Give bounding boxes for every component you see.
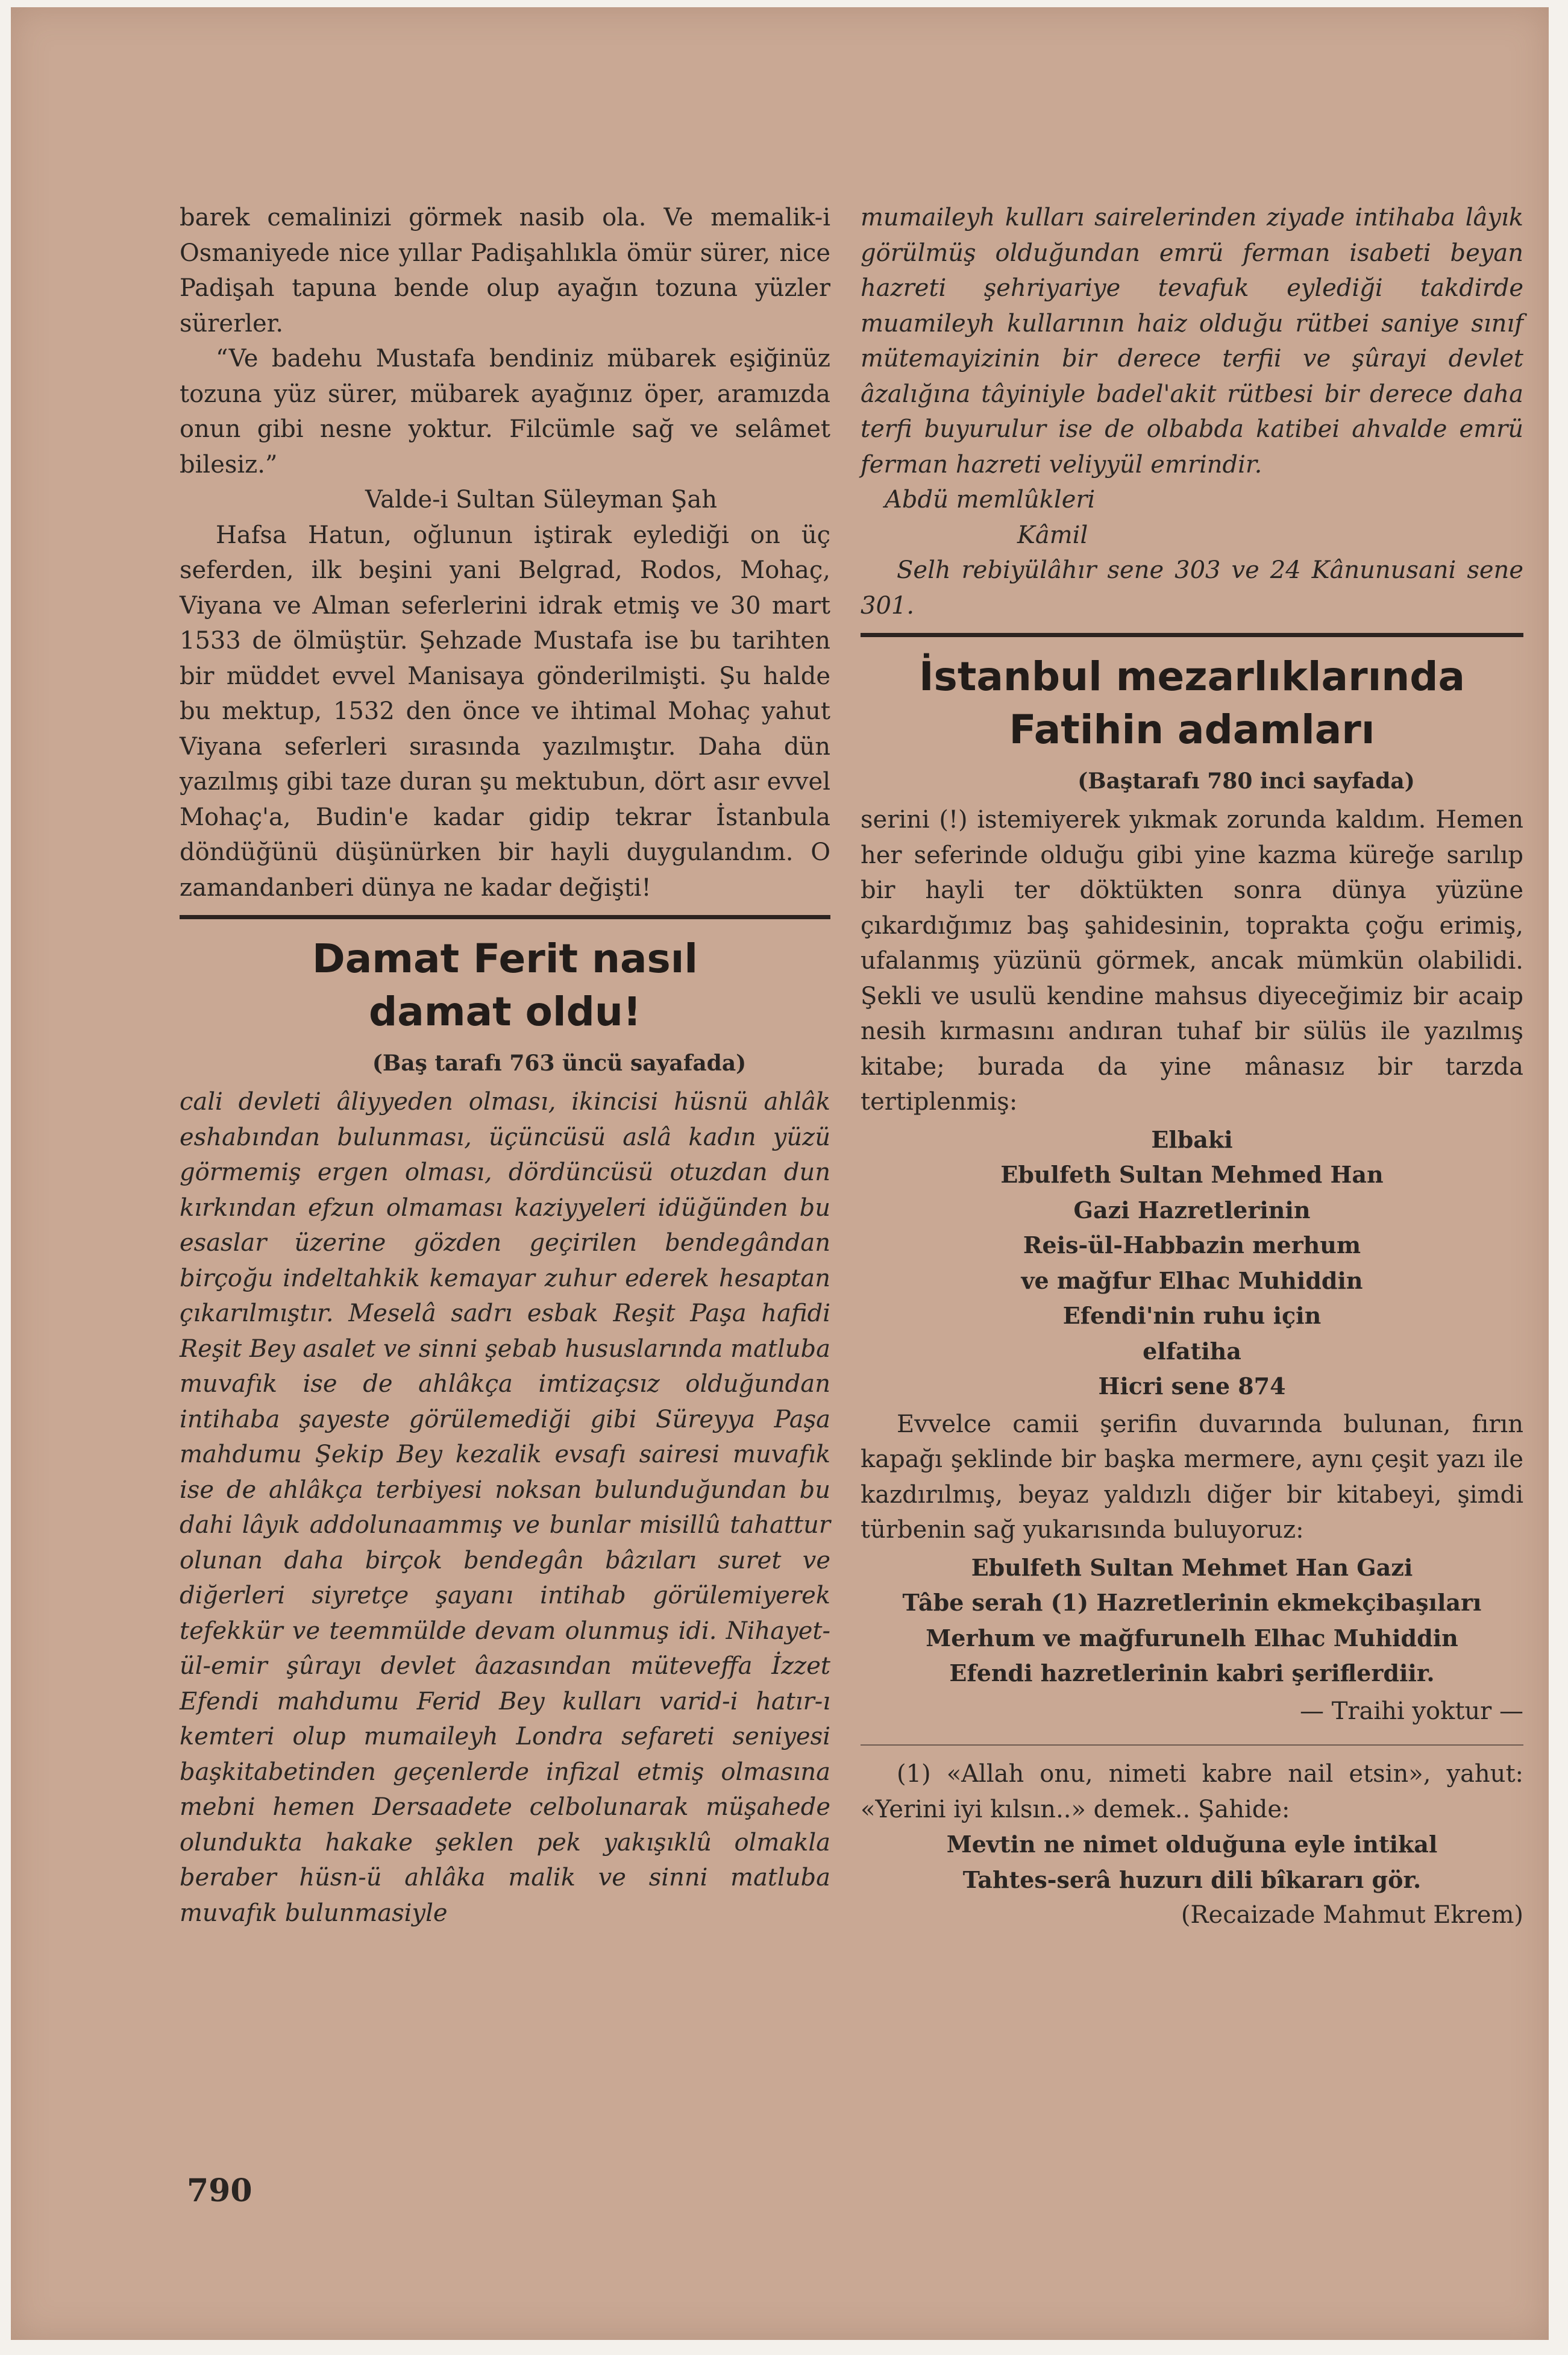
article3-body1: serini (!) istemiyerek yıkmak zorunda kaldım. Hemen her seferinde olduğu gibi yine kazma küreğe sarılıp bir hayli ter döktükten sonra dünya yüzüne çıkardığımız baş şahidesinin, toprakta çoğu erimiş, ufalanmış yüzünü görmek, ancak mümkün olabilidi. Şekli ve usulü kendine mahsus diyeceğimiz bir acaip nesih kırmasını andıran tuhaf bir sülüs ile yazılmış kitabe; burada da yine mânasız bir tarzda tertiplenmiş:	[861, 806, 1523, 1116]
left-paragraph-1: barek cemalinizi görmek nasib ola. Ve memalik-i Osmaniyede nice yıllar Padişahlıkla ömür sürer, nice Padişah tapuna bende olup ayağın tozuna yüzler sürerler.	[180, 204, 830, 338]
inscription-line: Ebulfeth Sultan Mehmed Han	[1000, 1161, 1384, 1188]
page-number: 790	[187, 2172, 252, 2209]
inscription-line: ve mağfur Elhac Muhiddin	[1021, 1266, 1363, 1294]
article3-note: — Traihi yoktur —	[1299, 1697, 1523, 1725]
article-title-line1: Damat Ferit nasıl	[312, 935, 698, 982]
section-divider-right	[861, 633, 1523, 637]
inscription-line: Elbaki	[1151, 1125, 1233, 1153]
inscription-line: Ebulfeth Sultan Mehmet Han Gazi	[971, 1553, 1413, 1581]
inscription-line: Gazi Hazretlerinin	[1073, 1196, 1311, 1224]
left-paragraph-3: Hafsa Hatun, oğlunun iştirak eylediği on üç seferden, ilk beşini yani Belgrad, Rodos, Mohaç, Viyana ve Alman seferlerini idrak etmiş ve 30 mart 1533 de ölmüştür. Şehzade Mustafa ise bu tarihten bir müddet evvel Manisaya gönderilmişti. Şu halde bu mektup, 1532 den önce ve ihtimal Mohaç yahut Viyana seferleri sırasında yazılmıştır. Daha dün yazılmış gibi taze duran şu mektubun, dört asır evvel Mohaç'a, Budin'e kadar gidip tekrar İstanbula döndüğünü düşünürken bir hayli duygulandım. O zamandanberi dünya ne kadar değişti!	[180, 521, 830, 902]
article3-body2: Evvelce camii şerifin duvarında bulunan, fırın kapağı şeklinde bir başka mermere, aynı çeşit yazı ile kazdırılmış, beyaz yaldızlı diğer bir kitabeyi, şimdi türbenin sağ yukarısında buluyoruz:	[861, 1410, 1523, 1544]
letter-signature: Valde-i Sultan Süleyman Şah	[365, 486, 717, 514]
article-title-line2: damat oldu!	[369, 989, 641, 1035]
letter-end-text: mumaileyh kulları sairelerinden ziyade intihaba lâyık görülmüş olduğundan emrü ferman isabeti beyan hazreti şehriyariye tevafuk eylediği takdirde muamileyh kullarının haiz olduğu rütbei saniye sınıf mütemayizinin bir derece terfii ve şûrayi devlet âzalığına tâyiniyle badel'akit rütbesi bir derece daha terfi buyurulur ise de olbabda katibei ahvalde emrü ferman hazreti veliyyül emrindir.	[861, 204, 1523, 479]
right-column	[861, 200, 1523, 1933]
inscription-line: Reis-ül-Habbazin merhum	[1023, 1231, 1361, 1259]
left-paragraph-2: “Ve badehu Mustafa bendiniz mübarek eşiğinüz tozuna yüz sürer, mübarek ayağınız öper, aramızda onun gibi nesne yoktur. Filcümle sağ ve selâmet bilesiz.”	[180, 345, 830, 479]
inscription-block-2	[861, 1550, 1523, 1691]
inscription-line: Merhum ve mağfurunelh Elhac Muhiddin	[926, 1624, 1458, 1652]
footnote-line1: (1) «Allah onu, nimeti kabre nail etsin», yahut: «Yerini iyi kılsın..» demek.. Şahide:	[861, 1760, 1523, 1823]
footnote-verse2: Tahtes-serâ huzurı dili bîkararı gör.	[962, 1866, 1422, 1893]
article-body: cali devleti âliyyeden olması, ikincisi hüsnü ahlâk eshabından bulunması, üçüncüsü aslâ kadın yüzü görmemiş ergen olması, dördüncüsü otuzdan dun kırkından efzun olmaması kaziyyeleri idüğünden bu esaslar üzerine gözden geçirilen bendegândan birçoğu indeltahkik kemayar zuhur ederek hesaptan çıkarılmıştır. Meselâ sadrı esbak Reşit Paşa hafidi Reşit Bey asalet ve sinni şebab hususlarında matluba muvafık ise de ahlâkça imtizaçsız olduğundan intihaba şayeste görülemediği gibi Süreyya Paşa mahdumu Şekip Bey kezalik evsafı sairesi muvafık ise de ahlâkça terbiyesi noksan bulunduğundan bu dahi lâyık addolunaammış ve bunlar misillû tahattur olunan daha birçok bendegân bâzıları suret ve diğerleri siyretçe şayanı intihab görülemiyerek tefekkür ve teemmülde devam olunmuş idi. Nihayet-ül-emir şûrayı devlet âazasından müteveffa İzzet Efendi mahdumu Ferid Bey kulları varid-i hatır-ı kemteri olup mumaileyh Londra sefareti seniyesi başkitabetinden geçenlerde infizal etmiş olmasına mebni hemen Dersaadete celbolunarak müşahede olundukta hakake şeklen pek yakışıklû olmakla beraber hüsn-ü ahlâka malik ve sinni matluba muvafık bulunmasiyle	[180, 1088, 830, 1927]
inscription-line: Efendi hazretlerinin kabri şeriflerdiir.	[949, 1659, 1435, 1687]
footnote-separator	[861, 1744, 1523, 1746]
continuation-note: (Baş tarafı 763 üncü sayafada)	[372, 1051, 747, 1076]
inscription-block-1	[861, 1122, 1523, 1404]
article3-title-line2: Fatihin adamları	[1009, 706, 1375, 753]
letter-signature-line1: Abdü memlûkleri	[885, 486, 1096, 514]
inscription-line: Efendi'nin ruhu için	[1062, 1302, 1322, 1329]
inscription-line: elfatiha	[1143, 1337, 1241, 1365]
section-divider	[180, 915, 830, 919]
inscription-line: Tâbe serah (1) Hazretlerinin ekmekçibaşıları	[902, 1589, 1482, 1616]
magazine-page	[11, 7, 1549, 2340]
letter-date: Selh rebiyülâhır sene 303 ve 24 Kânunusani sene 301.	[861, 556, 1523, 620]
footnote-verse1: Mevtin ne nimet olduğuna eyle intikal	[946, 1831, 1438, 1858]
inscription-line: Hicri sene 874	[1098, 1372, 1286, 1400]
article3-continuation-note: (Baştarafı 780 inci sayfada)	[1077, 769, 1415, 794]
footnote-author: (Recaizade Mahmut Ekrem)	[1181, 1901, 1523, 1929]
footnote	[861, 1756, 1523, 1933]
left-column	[180, 200, 830, 1931]
letter-signature-line2: Kâmil	[1017, 521, 1088, 549]
article3-title-line1: İstanbul mezarlıklarında	[918, 653, 1466, 700]
